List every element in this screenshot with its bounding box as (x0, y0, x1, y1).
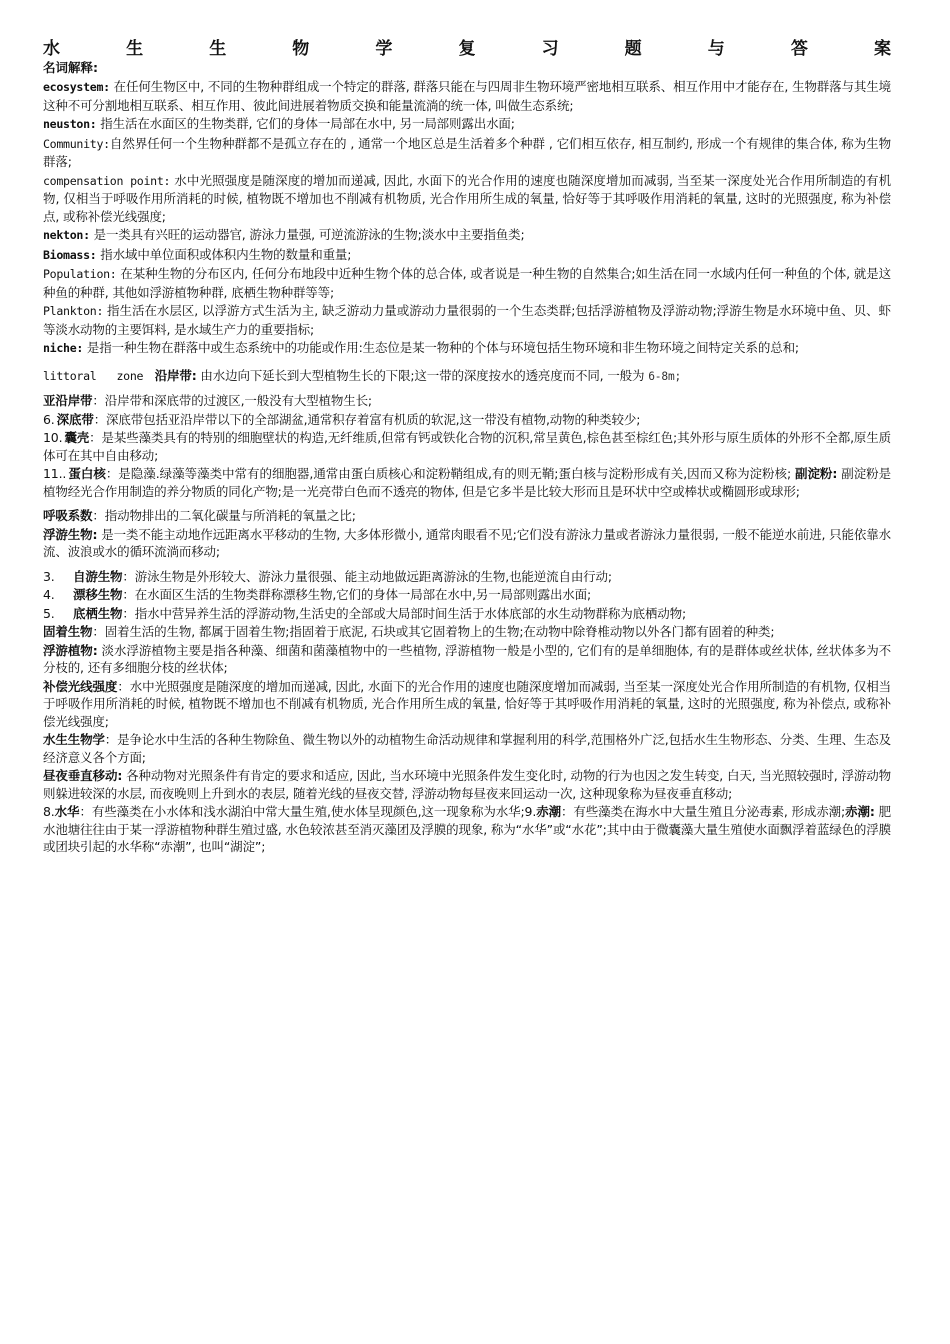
term-label: neuston: (43, 117, 97, 131)
definition-text: 水中光照强度是随深度的增加而递减, 因此, 水面下的光合作用的速度也随深度增加而减弱, 当至某一深度处光合作用所制造的有机物, 仅相当于呼吸作用所消耗的时候, 植物既不增加也不削减有机物质, 光合作用所生成的氧量, 恰好等于其呼吸作用消耗的氧量, 这时的光照强度, 称为补偿点, 或称补偿光线强度; (43, 172, 891, 224)
term-label-3: 赤潮: (845, 804, 875, 819)
term-label: 亚沿岸带 (43, 393, 93, 408)
definition-text: 是指一种生物在群落中或生态系统中的功能或作用:生态位是某一物种的个体与环境包括生物环境和非生物环境之间特定关系的总和; (83, 340, 799, 355)
definition-text: ：水中光照强度是随深度的增加而递减, 因此, 水面下的光合作用的速度也随深度增加而减弱, 当至某一深度处光合作用所制造的有机物, 仅相当于呼吸作用所消耗的时候, 植物既不增加也不削减有机物质, 光合作用所生成的氧量, 恰好等于其呼吸作用消耗的氧量, 这时的光照强度, 称为补偿点, 或称补偿光线强度; (43, 678, 891, 729)
term-label: 呼吸系数 (43, 508, 93, 523)
term-label: Population: (43, 267, 117, 281)
definition-text: ：沿岸带和深底带的过渡区,一般没有大型植物生长; (92, 393, 372, 408)
depth-value: 6-8m; (648, 369, 682, 383)
definition-text: ：指水中营异养生活的浮游动物,生活史的全部或大局部时间生活于水体底部的水生动物群称为底栖动物; (122, 605, 687, 621)
title-char: 生 (126, 39, 144, 59)
title-char: 水 (43, 39, 60, 59)
definition-text: ：在水面区生活的生物类群称漂移生物,它们的身体一局部在水中,另一局部则露出水面; (122, 587, 592, 602)
entry-free-swimming (43, 568, 891, 586)
term-label-2: 赤潮 (536, 804, 561, 819)
term-label: 深底带 (56, 411, 94, 427)
term-label: 底栖生物 (73, 605, 123, 621)
document-title (43, 38, 891, 60)
entry-phytoplankton (43, 642, 891, 677)
term-label: niche: (43, 341, 84, 355)
entry-plankton-cn (43, 526, 891, 561)
entry-water-bloom (43, 803, 891, 856)
definition-text: 自然界任何一个生物种群都不是孤立存在的 , 通常一个地区总是生活着多个种群 , 它们相互依存, 相互制约, 形成一个有规律的集合体, 称为生物群落; (43, 135, 891, 169)
definition-text: ：指动物排出的二氧化碳量与所消耗的氧量之比; (92, 508, 356, 523)
definition-text: ：是隐藻.绿藻等藻类中常有的细胞器,通常由蛋白质核心和淀粉鞘组成,有的则无鞘;蛋白核与淀粉形成有关,因而又称为淀粉核; (105, 466, 795, 481)
item-number-2: 9. (524, 804, 537, 819)
term-label: 浮游植物: (43, 642, 98, 658)
entry-sublittoral (43, 392, 891, 410)
definition-text: ：是某些藻类具有的特别的细胞壁状的构造,无纤维质,但常有钙或铁化合物的沉积,常呈黄色,棕色甚至棕红色;其外形与原生质体的外形不全都,原生质体可在其中自由移动; (43, 430, 892, 463)
section-heading: 名词解释: (43, 60, 98, 75)
term-label: 固着生物 (43, 624, 93, 639)
entry-benthos (43, 605, 891, 623)
definition-text: ：固着生活的生物, 都属于固着生物;指固着于底泥, 石块或其它固着物上的生物;在动物中除脊椎动物以外各门都有固着的种类; (92, 624, 775, 639)
title-char: 物 (292, 39, 310, 59)
entry-population (43, 265, 891, 301)
entry-compensation-intensity (43, 678, 891, 731)
item-number: 6. (43, 411, 55, 427)
definition-text: 指生活在水层区, 以浮游方式生活为主, 缺乏游动力量或游动力量很弱的一个生态类群;包括浮游植物及浮游动物;浮游生物是水环境中鱼、贝、虾等淡水动物的主要饵料, 是水域生产力的重要指标; (43, 303, 891, 337)
term-label: 昼夜垂直移动: (43, 768, 123, 783)
title-char: 答 (790, 39, 808, 59)
term-label: ecosystem: (43, 80, 110, 94)
term-label: 自游生物 (73, 568, 123, 584)
definition-text: 在某种生物的分布区内, 任何分布地段中近种生物个体的总合体, 或者说是一种生物的自然集合;如生活在同一水域内任何一种鱼的个体, 就是这种鱼的种群, 其他如浮游植物种群, 底栖生物种群等等; (43, 266, 891, 300)
entry-drifting (43, 586, 891, 604)
entry-compensation-point (43, 172, 891, 226)
title-char: 生 (209, 39, 227, 59)
definition-text: 指水域中单位面积或体积内生物的数量和重量; (96, 246, 352, 262)
definition-text-2: 副淀粉是植物经光合作用制造的养分物质的同化产物;是一光亮带白色而不透亮的物体, 但是它多半是比较大形而且是环状中空或棒状或椭圆形或球形; (43, 466, 891, 499)
definition-text-3: 肥水池塘往往由于某一浮游植物种群生殖过盛, 水色较浓甚至消灭藻团及浮膜的现象, 称为“水华”或“水花”;其中由于微囊藻大量生殖使水面飘浮着蓝绿色的浮膜或团块引起的水华称“赤潮”, 也叫“湖淀”; (43, 804, 891, 854)
definition-text: 指生活在水面区的生物类群, 它们的身体一局部在水中, 另一局部则露出水面; (96, 116, 515, 131)
item-number: 11.. (43, 466, 67, 481)
item-number: 5. (43, 605, 55, 621)
title-char: 题 (624, 39, 642, 59)
entry-profundal (43, 411, 891, 429)
definition-text: 各种动物对光照条件有肯定的要求和适应, 因此, 当水环境中光照条件发生变化时, 动物的行为也因之发生转变, 白天, 当光照较强时, 浮游动物则躲进较深的水层, 而夜晚则上升到水的表层, 随着光线的昼夜交替, 浮游动物每昼夜来回运动一次, 这种现象称为昼夜垂直移动; (43, 768, 891, 801)
definition-text: ：深底带包括亚沿岸带以下的全部湖盆,通常积存着富有机质的软泥,这一带没有植物,动物的种类较少; (93, 411, 641, 427)
definition-text: ：有些藻类在小水体和浅水湖泊中常大量生殖,使水体呈现颜色,这一现象称为水华; (79, 804, 525, 819)
item-number: 4. (43, 587, 55, 602)
title-char: 学 (375, 39, 393, 59)
item-number: 3. (43, 568, 55, 584)
entry-ecosystem (43, 78, 891, 114)
entry-respiratory-quotient (43, 507, 891, 525)
entry-niche (43, 339, 891, 358)
entry-littoral-zone (43, 367, 891, 386)
entry-neuston (43, 115, 891, 134)
entry-lorica (43, 429, 891, 464)
title-char: 与 (707, 39, 725, 59)
title-char: 复 (458, 39, 476, 59)
item-number: 8. (43, 804, 55, 819)
term-label: 补偿光线强度 (43, 678, 118, 694)
term-label: 漂移生物 (73, 587, 123, 602)
definition-text: ：是争论水中生活的各种生物除鱼、微生物以外的动植物生命活动规律和掌握利用的科学,范围格外广泛,包括水生生物形态、分类、生理、生态及经济意义各个方面; (43, 732, 891, 765)
term-label: Biomass: (43, 247, 97, 262)
entry-nekton (43, 226, 891, 245)
definition-text: ：游泳生物是外形较大、游泳力量很强、能主动地做远距离游泳的生物,也能逆流自由行动; (122, 568, 612, 584)
item-number: 10. (43, 430, 63, 445)
term-label-2: 副淀粉: (794, 466, 838, 481)
entry-community (43, 135, 891, 171)
term-label: 水生生物学 (43, 732, 105, 747)
term-label: 浮游生物: (43, 526, 98, 542)
term-label: 水华 (54, 804, 80, 819)
entry-hydrobiology (43, 731, 891, 766)
title-char: 习 (541, 39, 559, 59)
definition-text-2: ：有些藻类在海水中大量生殖且分泌毒素, 形成赤潮; (560, 804, 846, 819)
entry-diel-vertical-migration (43, 767, 891, 802)
title-char: 案 (873, 39, 891, 59)
term-label: Plankton: (43, 304, 104, 318)
entry-sessile (43, 623, 891, 641)
entry-plankton (43, 302, 891, 338)
definition-text: 由水边向下延长到大型植物生长的下限;这一带的深度按水的透亮度而不同, 一般为 (196, 367, 649, 383)
entry-biomass (43, 246, 891, 265)
term-label: 囊壳 (64, 430, 90, 445)
definition-text: 淡水浮游植物主要是指各种藻、细菌和菌藻植物中的一些植物, 浮游植物一般是小型的, 它们有的是单细胞体, 有的是群体或丝状体, 丝状体多为不分枝的, 还有多细胞分枝的丝状体; (43, 642, 892, 675)
definition-text: 是一类具有兴旺的运动器官, 游泳力量强, 可逆流游泳的生物;淡水中主要指鱼类; (89, 227, 525, 242)
term-label: 蛋白核 (68, 466, 106, 481)
document-page (43, 38, 891, 857)
term-label: littoral zone (43, 368, 144, 383)
definition-text: 在任何生物区中, 不同的生物种群组成一个特定的群落, 群落只能在与四周非生物环境严密地相互联系、相互作用中才能存在, 生物群落与其生境这种不可分割地相互联系、相互作用、彼此间进展着物质交换和能量流淌的统一体, 叫做生态系统; (43, 79, 891, 113)
term-label: nekton: (43, 228, 90, 242)
definition-text: 是一类不能主动地作远距离水平移动的生物, 大多体形微小, 通常肉眼看不见;它们没有游泳力量或者游泳力量很弱, 一般不能逆水前进, 只能依靠水流、波浪或水的循环流淌而移动; (43, 526, 891, 559)
entry-pyrenoid (43, 465, 891, 500)
term-label: Community: (43, 136, 110, 151)
term-label-cn: 沿岸带: (154, 367, 197, 383)
term-label: compensation point: (43, 173, 171, 188)
